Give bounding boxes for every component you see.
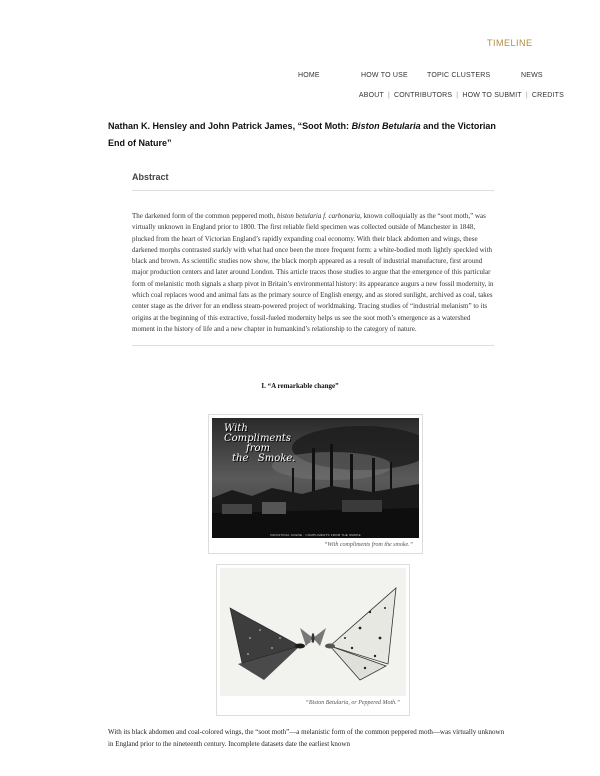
nav-about[interactable]: ABOUT xyxy=(358,92,384,99)
overlay-line: the Smoke. xyxy=(232,453,296,464)
abstract-text-rest: , known colloquially as the “soot moth,” was virtually unknown in England prior to 1800. The first reliable field specimen was collected outside of Manchester in 1848, plucked from the heart of Victorian England’s rapidly expanding coal economy. With their black abdomen and wings, these darkened morphs contrasted starkly with what had once been the more frequent form: a white-bodied moth lightly speckled with black and brown. As scientific studies now show, the black morph appeared as a result of industrial manufacture, first around major production centers and later around London. This article traces those studies to argue that the emergence of this particular form of melanistic moth signals a sharp pivot in Britain’s environmental history: its appearance augurs a new fossil modernity, in which coal replaces wood and animal fats as the primary source of English energy, and as stored sunlight, archived as coal, takes center stage as the driver for an endless steam-powered project of worldmaking. Tracing studies of “industrial melanism” to its origins at the beginning of this extractive, fossil-fueled modernity helps us see the soot moth’s emergence as a watershed moment in the history of life and a new chapter in humankind’s relationship to the category of nature. xyxy=(132,212,494,333)
section-heading: I. “A remarkable change” xyxy=(261,382,339,390)
secondary-nav xyxy=(359,92,564,99)
title-species: Biston Betularia xyxy=(351,121,421,131)
overlay-line: from xyxy=(246,443,270,454)
abstract-text xyxy=(132,211,494,346)
nav-how-to-submit[interactable]: HOW TO SUBMIT xyxy=(462,92,522,99)
nav-separator: | xyxy=(525,92,528,99)
title-text-end: and the Victorian End of Nature” xyxy=(108,121,496,148)
figure-moth xyxy=(216,564,410,716)
nav-separator: | xyxy=(387,92,391,99)
nav-topic-clusters[interactable]: TOPIC CLUSTERS xyxy=(427,72,491,79)
nav-how-to-use[interactable]: HOW TO USE xyxy=(361,72,408,79)
nav-credits[interactable]: CREDITS xyxy=(531,92,564,99)
article-title xyxy=(108,118,508,152)
figure-smoke xyxy=(208,414,423,554)
nav-separator: | xyxy=(456,92,459,99)
nav-news[interactable]: NEWS xyxy=(521,72,543,79)
abstract-heading: Abstract xyxy=(132,160,494,191)
postcard-imprint: INDUSTRIAL SCENE · COMPLIMENTS FROM THE SMOKE xyxy=(270,533,361,537)
figure-caption: “Biston Betularia, or Peppered Moth.” xyxy=(305,700,400,706)
nav-contributors[interactable]: CONTRIBUTORS xyxy=(394,92,453,99)
figure-caption: “With compliments from the smoke.” xyxy=(324,542,413,548)
moth-engraving-image xyxy=(220,568,406,696)
overlay-line: Compliments xyxy=(224,433,291,444)
abstract-section xyxy=(132,160,494,346)
abstract-species: biston betularia f. carbonaria xyxy=(276,212,361,220)
overlay-line: With xyxy=(224,423,248,434)
moth-illustration xyxy=(220,568,406,696)
smoke-postcard-image xyxy=(212,418,419,538)
timeline-link[interactable]: TIMELINE xyxy=(487,38,533,48)
title-text: Nathan K. Hensley and John Patrick James, “Soot Moth: xyxy=(108,121,352,131)
postcard-overlay-text xyxy=(224,424,295,464)
nav-home[interactable]: HOME xyxy=(298,72,320,79)
body-paragraph: With its black abdomen and coal-colored wings, the “soot moth”—a melanistic form of the common peppered moth—was virtually unknown in England prior to the nineteenth century. Incomplete datasets date the earliest known xyxy=(108,728,505,748)
abstract-text-start: The darkened form of the common peppered moth, xyxy=(132,212,277,220)
